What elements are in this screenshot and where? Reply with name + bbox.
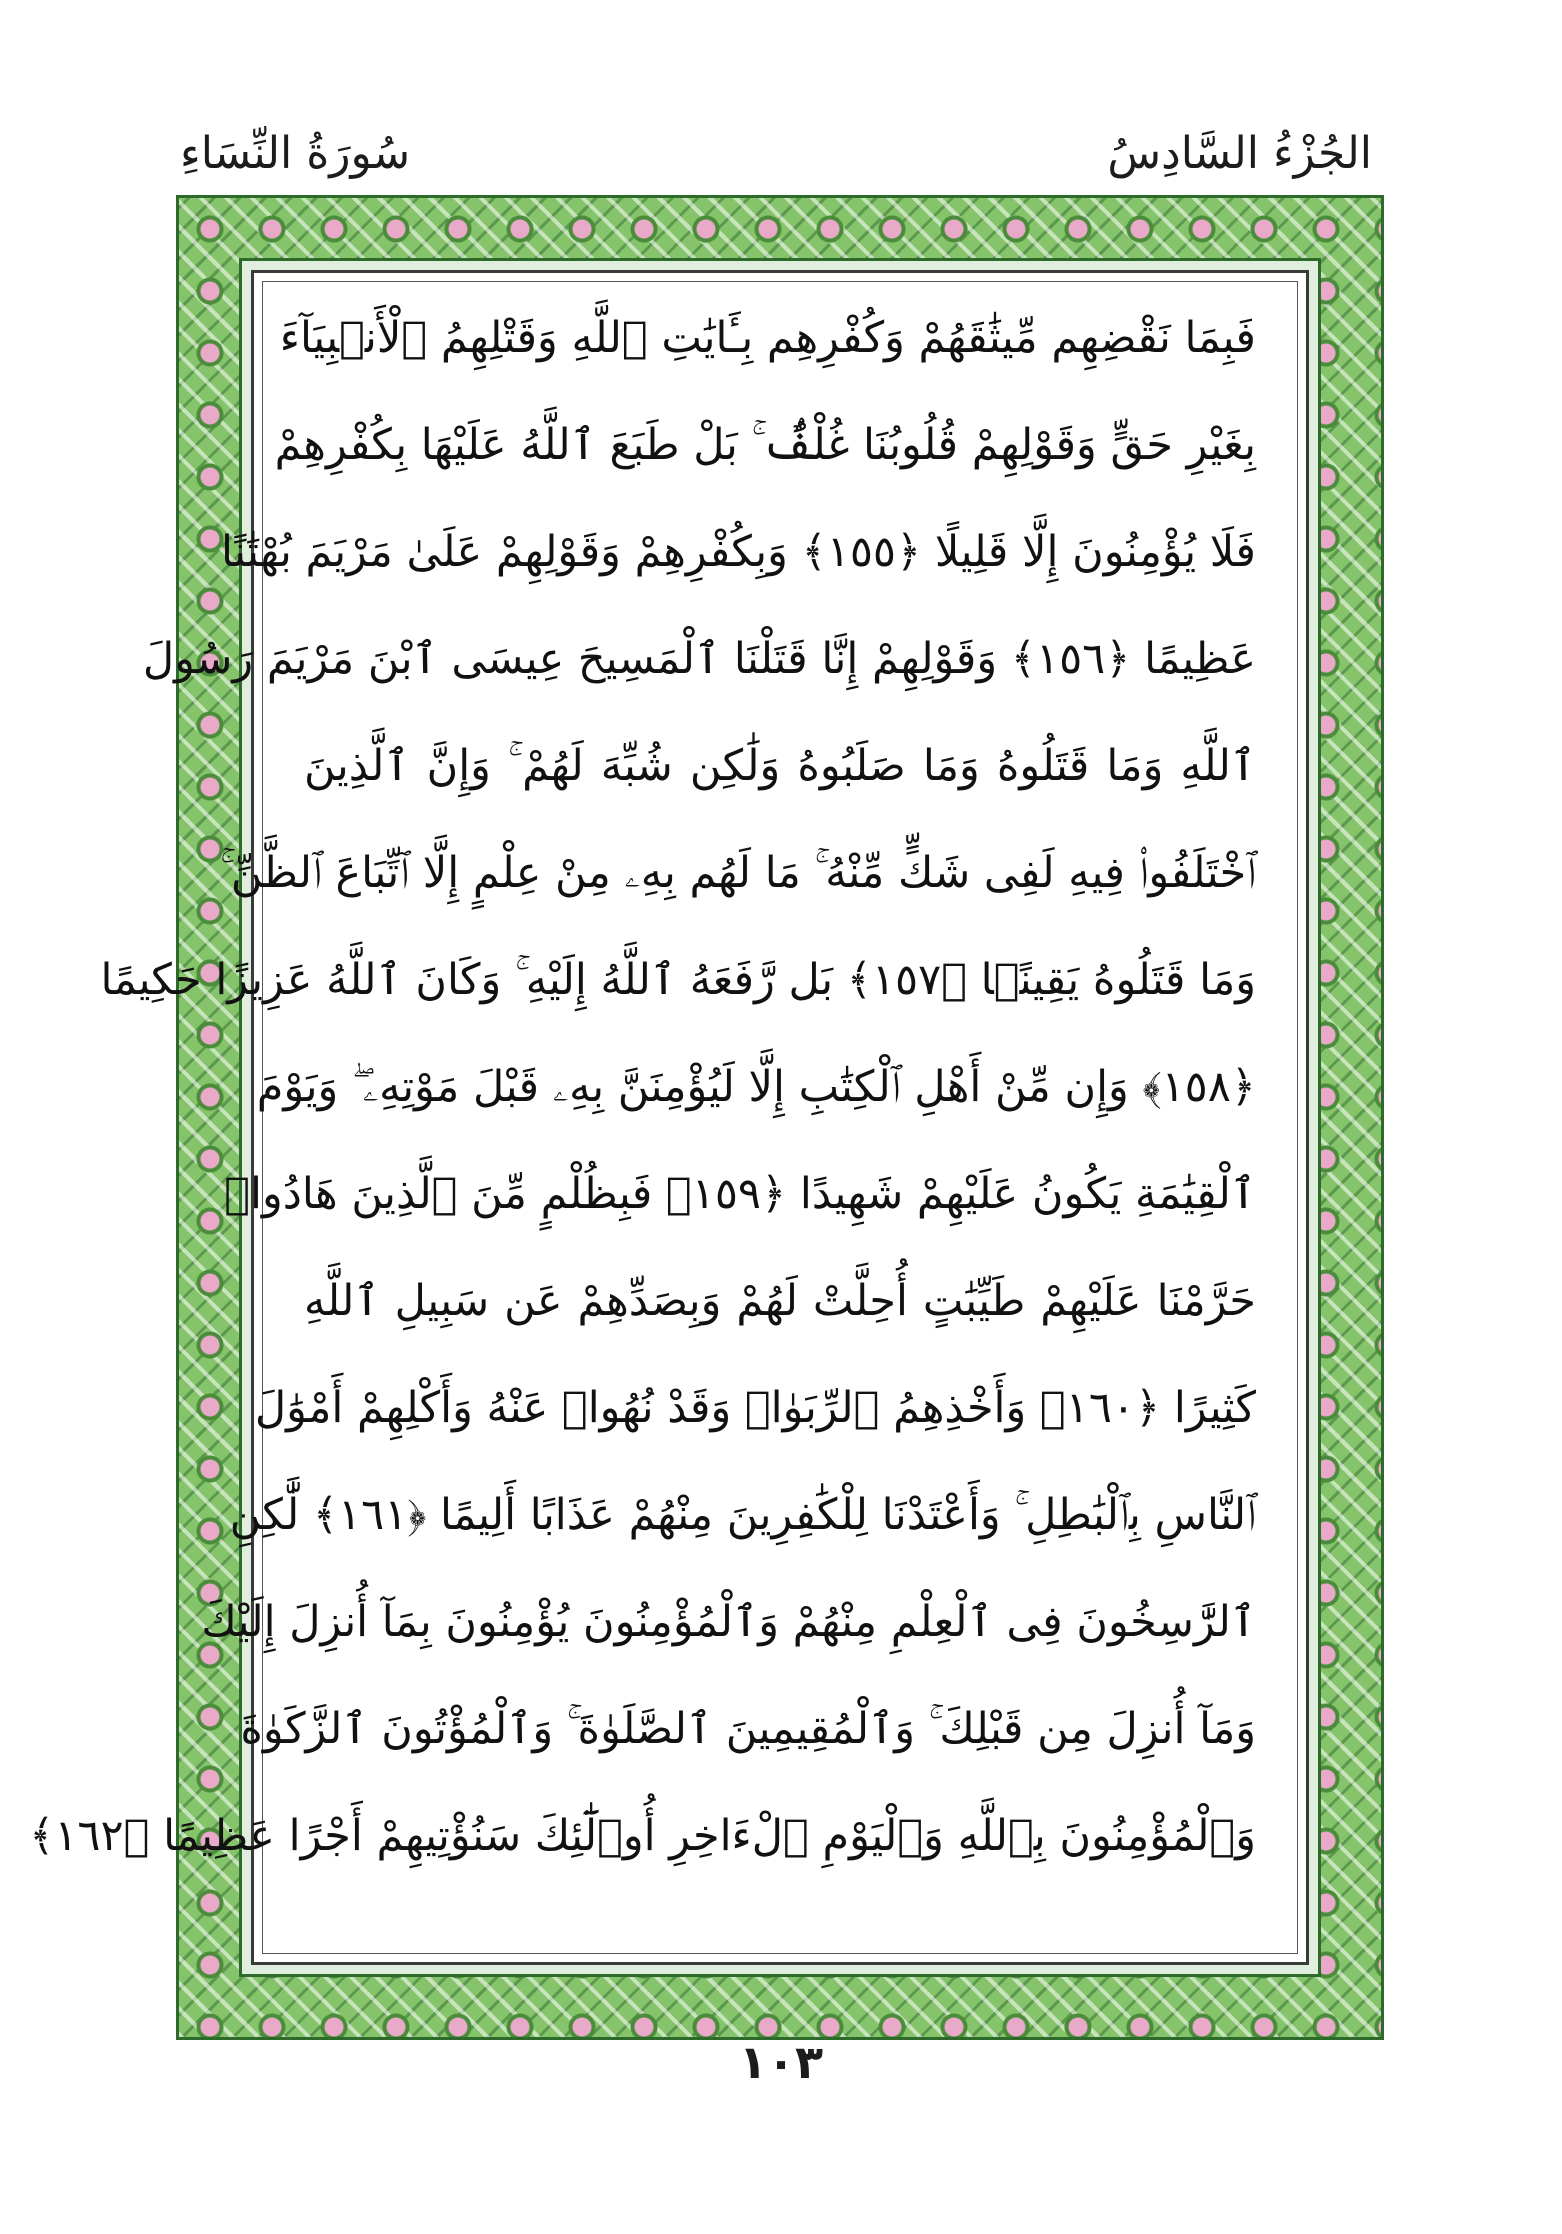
verse-line: وَمَآ أُنزِلَ مِن قَبْلِكَ ۚ وَٱلْمُقِيمِينَ ٱلصَّلَوٰةَ ۚ وَٱلْمُؤْتُونَ ٱلزَّكَوٰةَ xyxy=(240,1704,1256,1754)
verse-line: وَٱلْمُؤْمِنُونَ بِٱللَّهِ وَٱلْيَوْمِ ٱلْءَاخِرِ أُو۟لَٰٓئِكَ سَنُؤْتِيهِمْ أَجْرًا عَظِيمًا ﴿١٦٢﴾ xyxy=(29,1811,1256,1861)
verse-line: حَرَّمْنَا عَلَيْهِمْ طَيِّبَٰتٍ أُحِلَّتْ لَهُمْ وَبِصَدِّهِمْ عَن سَبِيلِ ٱللَّهِ xyxy=(304,1276,1256,1326)
juz-title: الجُزْءُ السَّادِسُ xyxy=(1107,128,1372,179)
verse-line: كَثِيرًا ﴿١٦٠﴾ وَأَخْذِهِمُ ٱلرِّبَوٰا۟ وَقَدْ نُهُوا۟ عَنْهُ وَأَكْلِهِمْ أَمْوَٰلَ xyxy=(254,1383,1256,1433)
verse-line: ٱخْتَلَفُوا۟ فِيهِ لَفِى شَكٍّ مِّنْهُ ۚ مَا لَهُم بِهِۦ مِنْ عِلْمٍ إِلَّا ٱتِّبَاعَ ٱلظَّنِّ ۚ xyxy=(220,848,1256,898)
verse-line: عَظِيمًا ﴿١٥٦﴾ وَقَوْلِهِمْ إِنَّا قَتَلْنَا ٱلْمَسِيحَ عِيسَى ٱبْنَ مَرْيَمَ رَسُولَ xyxy=(142,634,1256,684)
verse-line: ٱلنَّاسِ بِٱلْبَٰطِلِ ۚ وَأَعْتَدْنَا لِلْكَٰفِرِينَ مِنْهُمْ عَذَابًا أَلِيمًا ﴿١٦١﴾ لَّٰكِنِ xyxy=(229,1490,1256,1540)
verse-line: ٱللَّهِ وَمَا قَتَلُوهُ وَمَا صَلَبُوهُ وَلَٰكِن شُبِّهَ لَهُمْ ۚ وَإِنَّ ٱلَّذِينَ xyxy=(304,741,1256,791)
verse-line: وَمَا قَتَلُوهُ يَقِينًۢا ﴿١٥٧﴾ بَل رَّفَعَهُ ٱللَّهُ إِلَيْهِ ۚ وَكَانَ ٱللَّهُ عَزِيزًا حَكِيمًا xyxy=(100,955,1256,1005)
page-number: ١٠٣ xyxy=(738,2035,824,2089)
surah-title: سُورَةُ النِّسَاءِ xyxy=(180,128,411,179)
ornamental-border xyxy=(29,195,1384,2040)
verse-line: ٱلرَّٰسِخُونَ فِى ٱلْعِلْمِ مِنْهُمْ وَٱلْمُؤْمِنُونَ يُؤْمِنُونَ بِمَآ أُنزِلَ إِلَيْكَ xyxy=(201,1597,1256,1647)
verse-line: ﴿١٥٨﴾ وَإِن مِّنْ أَهْلِ ٱلْكِتَٰبِ إِلَّا لَيُؤْمِنَنَّ بِهِۦ قَبْلَ مَوْتِهِۦ ۖ وَيَوْمَ xyxy=(256,1062,1256,1112)
verse-line: فَلَا يُؤْمِنُونَ إِلَّا قَلِيلًا ﴿١٥٥﴾ وَبِكُفْرِهِمْ وَقَوْلِهِمْ عَلَىٰ مَرْيَمَ بُهْتَٰنًا xyxy=(220,527,1256,577)
verse-line: بِغَيْرِ حَقٍّ وَقَوْلِهِمْ قُلُوبُنَا غُلْفٌۢ ۚ بَلْ طَبَعَ ٱللَّهُ عَلَيْهَا بِكُفْرِهِمْ xyxy=(274,420,1256,470)
verse-line: ٱلْقِيَٰمَةِ يَكُونُ عَلَيْهِمْ شَهِيدًا ﴿١٥٩﴾ فَبِظُلْمٍ مِّنَ ٱلَّذِينَ هَادُوا۟ xyxy=(224,1169,1256,1219)
verse-line: فَبِمَا نَقْضِهِم مِّيثَٰقَهُمْ وَكُفْرِهِم بِـَٔايَٰتِ ٱللَّهِ وَقَتْلِهِمُ ٱلْأَنۢبِيَآءَ xyxy=(279,313,1256,363)
text-panel xyxy=(29,270,1309,1965)
